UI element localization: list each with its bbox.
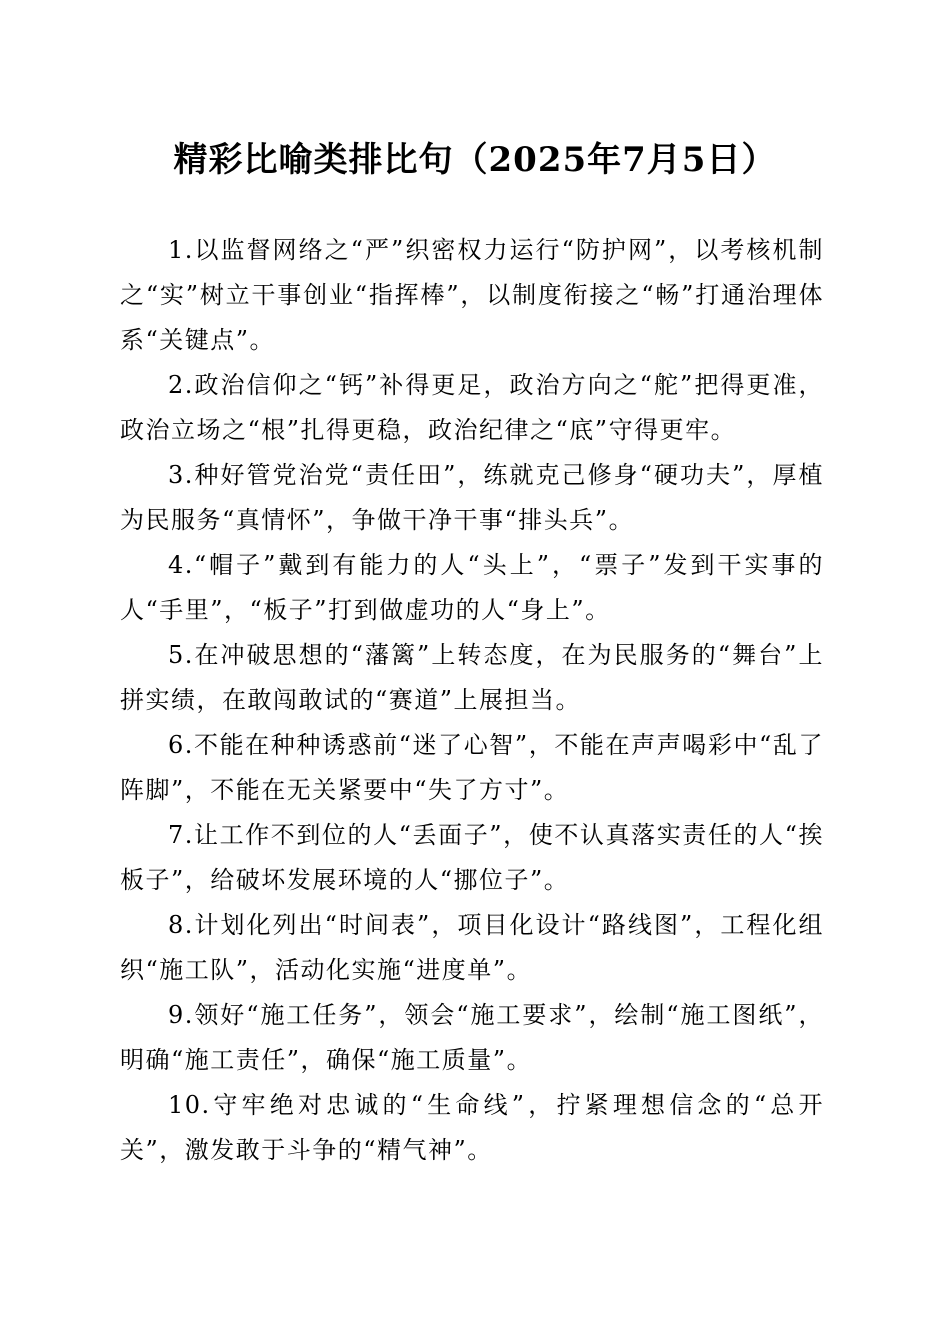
paragraph-1: 1.以监督网络之“严”织密权力运行“防护网”，以考核机制之“实”树立干事创业“指挥棒”，以制度衔接之“畅”打通治理体系“关键点”。 xyxy=(120,236,824,354)
paragraph-8: 8.计划化列出“时间表”，项目化设计“路线图”，工程化组织“施工队”，活动化实施“进度单”。 xyxy=(120,911,824,984)
paragraph-9: 9.领好“施工任务”，领会“施工要求”，绘制“施工图纸”，明确“施工责任”，确保“施工质量”。 xyxy=(120,1001,824,1074)
paragraph-3: 3.种好管党治党“责任田”，练就克己修身“硬功夫”，厚植为民服务“真情怀”，争做干净干事“排头兵”。 xyxy=(120,461,824,534)
paragraph-5: 5.在冲破思想的“藩篱”上转态度，在为民服务的“舞台”上拼实绩，在敢闯敢试的“赛道”上展担当。 xyxy=(120,641,824,714)
paragraph-6: 6.不能在种种诱惑前“迷了心智”，不能在声声喝彩中“乱了阵脚”，不能在无关紧要中“失了方寸”。 xyxy=(120,731,824,804)
paragraph-2: 2.政治信仰之“钙”补得更足，政治方向之“舵”把得更准，政治立场之“根”扎得更稳，政治纪律之“底”守得更牢。 xyxy=(120,371,824,444)
paragraph-10: 10.守牢绝对忠诚的“生命线”，拧紧理想信念的“总开关”，激发敢于斗争的“精气神”。 xyxy=(120,1091,824,1164)
paragraph-4: 4.“帽子”戴到有能力的人“头上”，“票子”发到干实事的人“手里”，“板子”打到做虚功的人“身上”。 xyxy=(120,551,824,624)
document-body xyxy=(120,228,824,1173)
document-title: 精彩比喻类排比句（2025年7月5日） xyxy=(173,140,777,180)
paragraph-7: 7.让工作不到位的人“丢面子”，使不认真落实责任的人“挨板子”，给破坏发展环境的人“挪位子”。 xyxy=(120,821,824,894)
